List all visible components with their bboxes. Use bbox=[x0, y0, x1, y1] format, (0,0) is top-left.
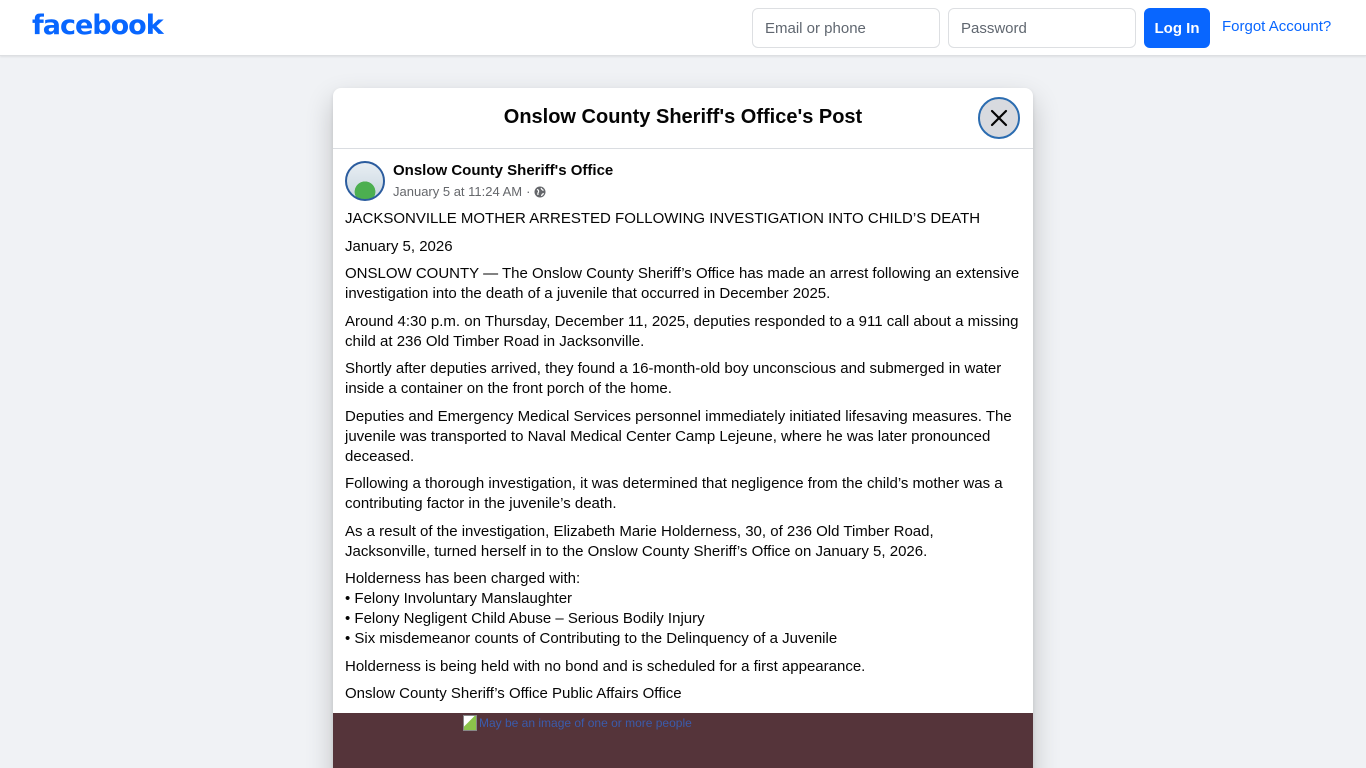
post-paragraph: Following a thorough investigation, it was determined that negligence from the child’s mother was a contributing factor in the juvenile’s death. bbox=[345, 475, 1003, 512]
post-body bbox=[333, 205, 1033, 704]
meta-separator: · bbox=[526, 184, 531, 199]
globe-icon bbox=[534, 186, 546, 198]
post-meta bbox=[393, 184, 546, 199]
post-paragraph: Deputies and Emergency Medical Services personnel immediately initiated lifesaving measures. The juvenile was transported to Naval Medical Center Camp Lejeune, where he was later pronounced deceased. bbox=[345, 407, 1012, 465]
charge-item: • Felony Involuntary Manslaughter bbox=[345, 590, 573, 607]
top-navigation-bar bbox=[0, 0, 1366, 56]
post-paragraph: Around 4:30 p.m. on Thursday, December 11, 2025, deputies responded to a 911 call about a missing child at 236 Old Timber Road in Jacksonville. bbox=[345, 312, 1019, 350]
post-timestamp[interactable]: January 5 at 11:24 AM bbox=[393, 184, 523, 199]
post-paragraph: Holderness is being held with no bond and is scheduled for a first appearance. bbox=[345, 657, 866, 675]
dialog-title: Onslow County Sheriff's Office's Post bbox=[503, 106, 863, 128]
close-button[interactable] bbox=[978, 97, 1020, 139]
avatar[interactable] bbox=[345, 161, 385, 201]
close-icon bbox=[990, 109, 1008, 127]
charges-intro: Holderness has been charged with: bbox=[345, 570, 581, 587]
post-image-area[interactable] bbox=[333, 713, 1033, 768]
charges-list bbox=[345, 569, 1021, 649]
post-author[interactable]: Onslow County Sheriff's Office bbox=[393, 162, 614, 179]
broken-image-icon bbox=[463, 715, 477, 731]
post-date: January 5, 2026 bbox=[345, 237, 453, 255]
dialog-header bbox=[333, 88, 1033, 149]
forgot-account-link[interactable]: Forgot Account? bbox=[1222, 18, 1332, 35]
email-field[interactable] bbox=[752, 8, 940, 48]
post-signature: Onslow County Sheriff’s Office Public Affairs Office bbox=[345, 685, 682, 702]
charge-item: • Six misdemeanor counts of Contributing to the Delinquency of a Juvenile bbox=[345, 630, 838, 647]
post-paragraph: As a result of the investigation, Elizabeth Marie Holderness, 30, of 236 Old Timber Road, Jacksonville, turned herself in to the Onslow County Sheriff’s Office on January 5, 2026. bbox=[345, 522, 934, 560]
post-headline: JACKSONVILLE MOTHER ARRESTED FOLLOWING INVESTIGATION INTO CHILD’S DEATH bbox=[345, 210, 981, 227]
post-header bbox=[333, 149, 1033, 205]
image-alt-text bbox=[463, 715, 692, 731]
password-field[interactable] bbox=[948, 8, 1136, 48]
charge-item: • Felony Negligent Child Abuse – Serious Bodily Injury bbox=[345, 610, 705, 627]
post-paragraph: ONSLOW COUNTY — The Onslow County Sheriff’s Office has made an arrest following an extensive investigation into the death of a juvenile that occurred in December 2025. bbox=[345, 265, 1020, 302]
facebook-logo[interactable]: facebook bbox=[32, 10, 163, 41]
post-paragraph: Shortly after deputies arrived, they found a 16-month-old boy unconscious and submerged in water inside a container on the front porch of the home. bbox=[345, 360, 1002, 397]
post-dialog bbox=[333, 88, 1033, 768]
image-alt-label: May be an image of one or more people bbox=[479, 716, 692, 730]
login-button[interactable]: Log In bbox=[1144, 8, 1210, 48]
